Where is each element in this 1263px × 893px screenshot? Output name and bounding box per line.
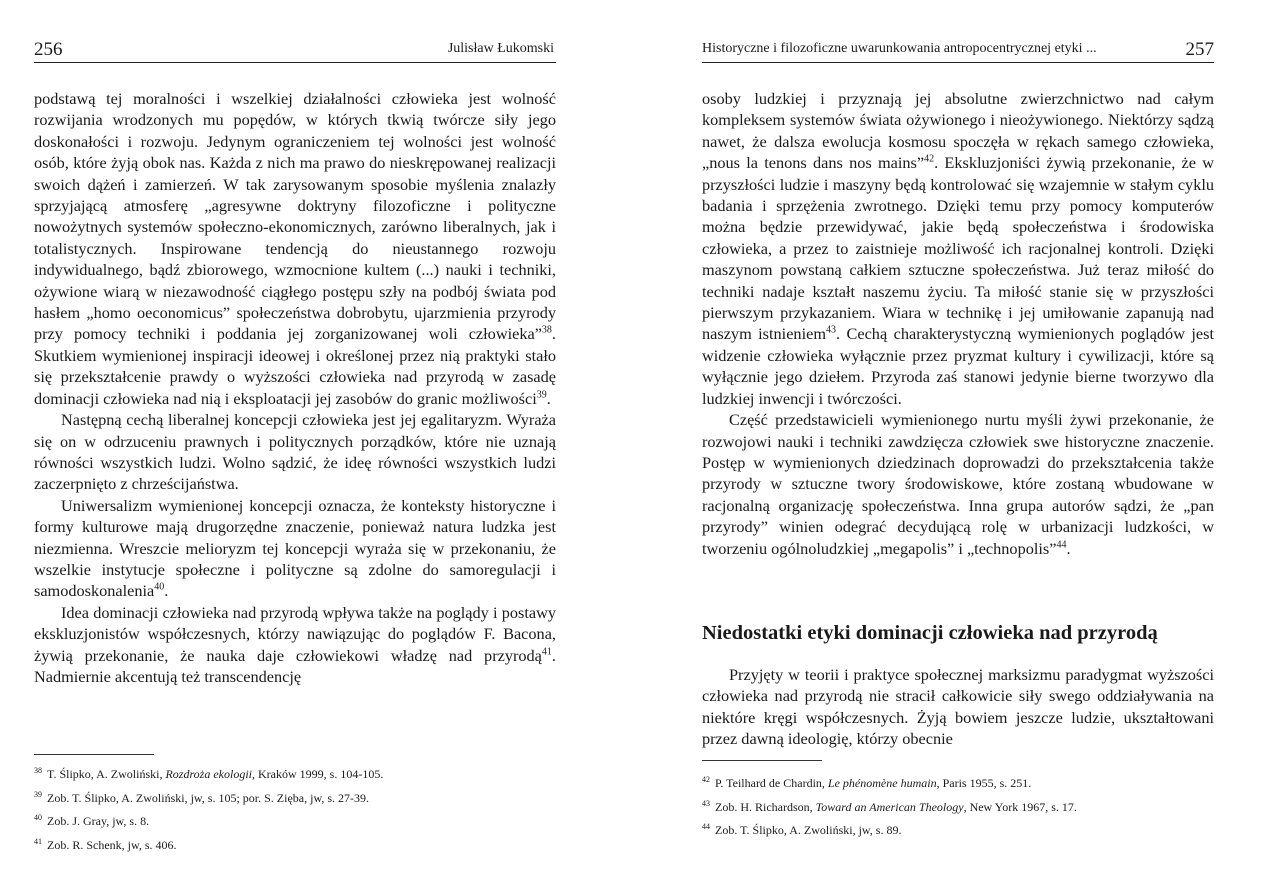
paragraph: Przyjęty w teorii i praktyce społecznej marksizmu paradygmat wyższości człowieka nad przyrodą nie stracił całkowicie siły swego oddziaływania na niektóre kręgi współczesnych. Żyją bowiem jeszcze ludzie, ukształtowani przez dawną ideologię, którzy obecnie	[702, 665, 1214, 749]
right-running-header	[702, 40, 1214, 63]
footnote-ref: 44	[1056, 539, 1067, 551]
paragraph: Idea dominacji człowieka nad przyrodą wpływa także na poglądy i postawy ekskluzjonistów współczesnych, którzy nawiązując do poglądów F. Bacona, żywią przekonanie, że nauka daje człowiekowi władzę nad przyrodą$^{41}$. Nadmiernie akcentują też transcendencję	[34, 602, 556, 686]
left-page-number: 256	[34, 39, 63, 60]
footnote-ref: 38	[541, 325, 552, 337]
footnote: $^{43}$ Zob. H. Richardson, Toward an American Theology, New York 1967, s. 17.	[702, 798, 1077, 814]
paragraph: Część przedstawicieli wymienionego nurtu myśli żywi przekonanie, że rozwojowi nauki i techniki zawdzięcza człowiek swe historyczne znaczenie. Postęp w wymienionych dziedzinach doprowadzi do przekształcenia także przyrody w sztuczne twory środowiskowe, które zostaną wbudowane w racjonalną organizację społeczeństwa. Inna grupa autorów sądzi, że „pan przyrody” winien odegrać decydującą rolę w urbanizacji ludzkości, w tworzeniu ogólnoludzkiej „megapolis” i „technopolis”$^{44}$.	[702, 410, 1214, 558]
section-heading: Niedostatki etyki dominacji człowieka nad przyrodą	[702, 622, 1158, 644]
footnote-divider	[34, 754, 154, 755]
footnote: $^{40}$ Zob. J. Gray, jw, s. 8.	[34, 813, 150, 828]
paragraph: podstawą tej moralności i wszelkiej działalności człowieka jest wolność rozwijania wrodzonych mu popędów, w których tkwią twórcze siły jego doskonałości i rozwoju. Jedynym ograniczeniem tej wolności jest wolność osób, które żyją obok nas. Każda z nich ma prawo do nieskrępowanej realizacji swoich dążeń i zamierzeń. W tak zarysowanym sposobie myślenia znalazły sprzyjającą atmosferę „agresywne doktryny filozoficzne i polityczne nowożytnych systemów społeczno-ekonomicznych, zarówno liberalnych, jak i totalistycznych. Inspirowane tendencją do nieustannego rozwoju indywidualnego, bądź zbiorowego, wzmocnione kultem (...) nauki i techniki, ożywione wiarą w niezawodność ciągłego postępu szły na podbój świata pod hasłem „homo oeconomicus” społeczeństwa dobrobytu, ujarzmienia przyrody przy pomocy techniki i poddania jej zorganizowanej woli człowieka”$^{38}$. Skutkiem wymienionej inspiracji ideowej i określonej przez nią praktyki stało się przekształcenie prawdy o wyższości człowieka nad przyrodą w zasadę dominacji człowieka nad nią i eksploatacji jej zasobów do granic możliwości$^{39}$.	[34, 89, 556, 408]
footnote-ref: 39	[536, 389, 547, 401]
footnote-ref: 40	[154, 581, 165, 593]
paragraph: Następną cechą liberalnej koncepcji człowieka jest jej egalitaryzm. Wyraża się on w odrzuceniu prawnych i politycznych porządków, które nie uznają równości wszystkich ludzi. Wolno sądzić, że ideę równości wszystkich ludzi zaczerpnięto z chrześcijaństwa.	[34, 410, 556, 494]
left-running-header	[34, 40, 556, 63]
right-body-text	[702, 88, 1214, 559]
footnote-divider	[702, 760, 822, 761]
paragraph: Uniwersalizm wymienionej koncepcji oznacza, że konteksty historyczne i formy kulturowe mają drugorzędne znaczenie, ponieważ natura ludzka jest niezmienna. Wreszcie melioryzm tej koncepcji wyraża się w przekonaniu, że wszelkie instytucje społeczne i polityczne są zdolne do samoregulacji i samodoskonalenia$^{40}$.	[34, 495, 556, 601]
paragraph: osoby ludzkiej i przyznają jej absolutne zwierzchnictwo nad całym kompleksem systemów świata ożywionego i nieożywionego. Niektórzy sądzą nawet, że dalsza ewolucja kosmosu spoczęła w rękach samego człowieka, „nous la tenons dans nos mains”$^{42}$. Ekskluzjoniści żywią przekonanie, że w przyszłości ludzie i maszyny będą kontrolować się wzajemnie w stałym cyklu badania i sprzężenia zwrotnego. Dzięki temu przy pomocy komputerów można będzie przewidywać, jakie będą społeczeństwa i środowiska człowieka, a przez to zaistnieje możliwość ich racjonalnej kontroli. Dzięki maszynom powstaną całkiem sztuczne społeczeństwa. Już teraz miłość do techniki nadaje kształt naszemu życiu. Ta miłość stanie się w przyszłości pierwszym przykazaniem. Wiara w technikę i jej umiłowanie zapanują nad naszym istnieniem$^{43}$. Cechą charakterystyczną wymienionych poglądów jest widzenie człowieka wyłącznie przez pryzmat kultury i cywilizacji, które są wyłącznie jego dziełem. Przyroda zaś stanowi jedynie bierne tworzywo dla ludzkiej inwencji i twórczości.	[702, 89, 1215, 408]
section-body-text	[702, 664, 1214, 750]
footnote: $^{44}$ Zob. T. Ślipko, A. Zwoliński, jw, s. 89.	[702, 822, 902, 837]
footnote-ref: 42	[924, 153, 935, 165]
left-footnotes	[34, 761, 556, 855]
footnote-ref: 41	[541, 646, 552, 658]
footnote: $^{42}$ P. Teilhard de Chardin, Le phénomène humain, Paris 1955, s. 251.	[702, 775, 1032, 790]
footnote: $^{39}$ Zob. T. Ślipko, A. Zwoliński, jw, s. 105; por. S. Zięba, jw, s. 27-39.	[34, 789, 370, 805]
left-running-head: Julisław Łukomski	[447, 41, 554, 56]
right-footnotes	[702, 770, 1214, 841]
right-page-number: 257	[1185, 39, 1214, 60]
footnote: $^{41}$ Zob. R. Schenk, jw, s. 406.	[34, 836, 177, 852]
right-running-head: Historyczne i filozoficzne uwarunkowania antropocentrycznej etyki ...	[702, 41, 1097, 56]
footnote: $^{38}$ T. Ślipko, A. Zwoliński, Rozdroża ekologii, Kraków 1999, s. 104-105.	[34, 766, 384, 781]
footnote-ref: 43	[826, 325, 836, 337]
left-body-text	[34, 88, 556, 687]
